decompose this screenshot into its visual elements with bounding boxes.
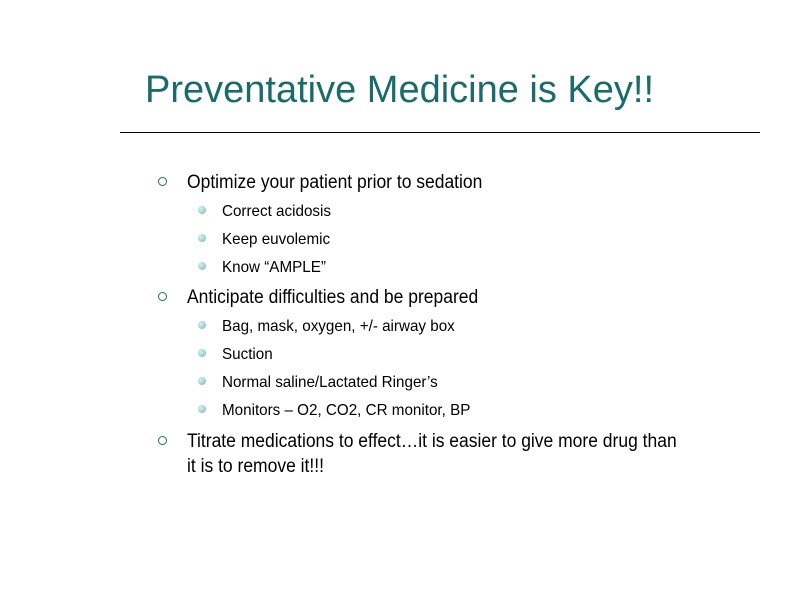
- filled-circle-icon: [198, 349, 206, 357]
- filled-circle-icon: [198, 234, 206, 242]
- sub-list-item: Correct acidosis: [222, 203, 331, 220]
- list-item: Anticipate difficulties and be prepared: [187, 287, 479, 308]
- slide-title: Preventative Medicine is Key!!: [145, 69, 655, 111]
- filled-circle-icon: [198, 321, 206, 329]
- filled-circle-icon: [198, 206, 206, 214]
- sub-list-item: Know “AMPLE”: [222, 259, 326, 276]
- sub-list-item: Normal saline/Lactated Ringer’s: [222, 374, 438, 391]
- sub-list-item: Bag, mask, oxygen, +/- airway box: [222, 318, 455, 335]
- hollow-circle-icon: [158, 436, 167, 445]
- list-item: Titrate medications to effect…it is easier to give more drug than it is to remove it!!!: [187, 431, 677, 477]
- sub-list-item: Monitors – O2, CO2, CR monitor, BP: [222, 402, 471, 419]
- sub-list-item: Keep euvolemic: [222, 231, 331, 248]
- filled-circle-icon: [198, 405, 206, 413]
- filled-circle-icon: [198, 377, 206, 385]
- sub-list-item: Suction: [222, 346, 273, 363]
- hollow-circle-icon: [158, 177, 167, 186]
- filled-circle-icon: [198, 262, 206, 270]
- list-item: Optimize your patient prior to sedation: [187, 172, 483, 193]
- hollow-circle-icon: [158, 292, 167, 301]
